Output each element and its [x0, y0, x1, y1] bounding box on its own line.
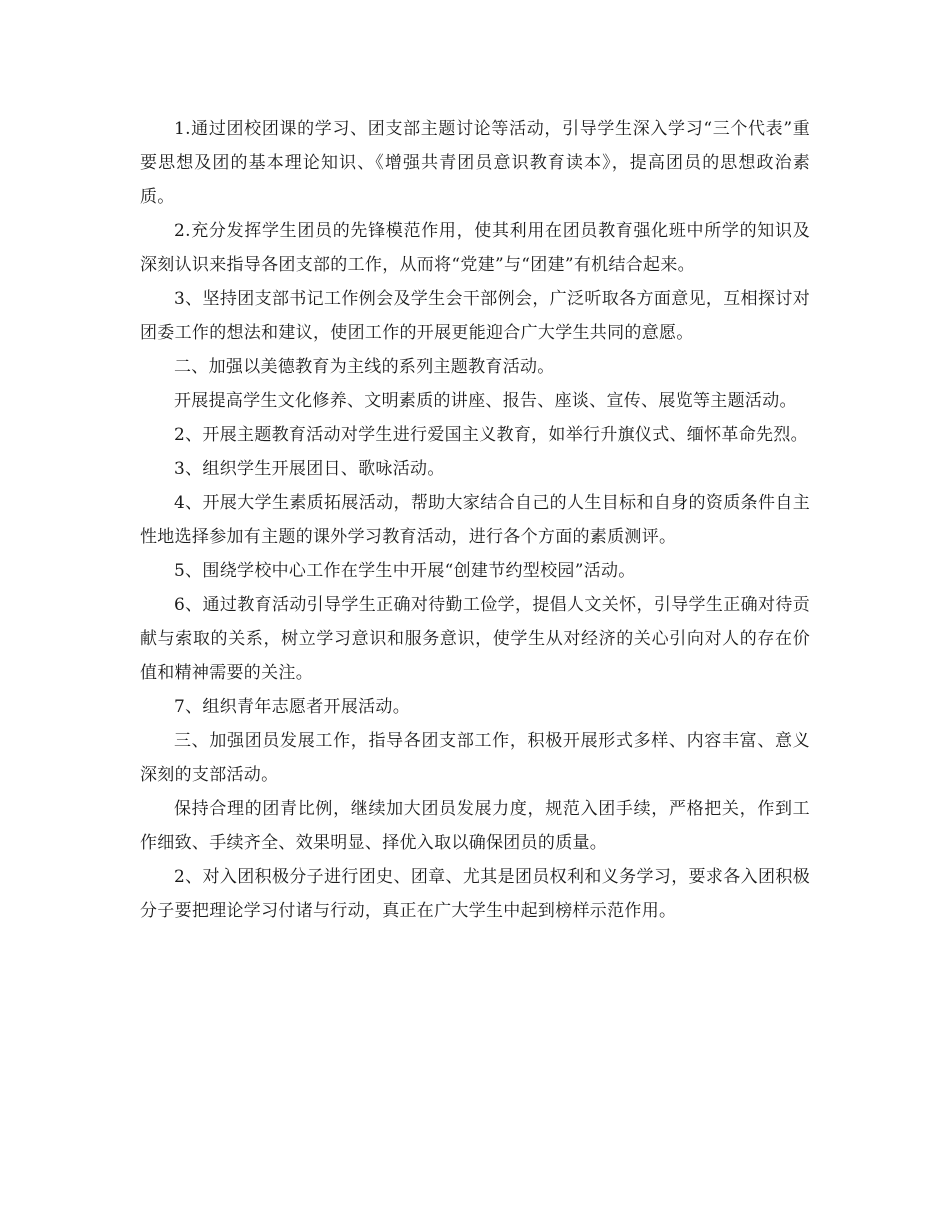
paragraph-2: 2.充分发挥学生团员的先锋模范作用，使其利用在团员教育强化班中所学的知识及深刻认识来指导各团支部的工作，从而将“党建”与“团建”有机结合起来。	[140, 221, 810, 275]
paragraph-11: 保持合理的团青比例，继续加大团员发展力度，规范入团手续，严格把关，作到工作细致、手续齐全、效果明显、择优入取以确保团员的质量。	[140, 799, 810, 853]
document-body	[140, 112, 810, 928]
paragraph-6: 3、组织学生开展团日、歌咏活动。	[174, 459, 445, 479]
paragraph-9: 6、通过教育活动引导学生正确对待勤工俭学，提倡人文关怀，引导学生正确对待贡献与索取的关系，树立学习意识和服务意识，使学生从对经济的关心引向对人的存在价值和精神需要的关注。	[140, 595, 810, 683]
paragraph-4: 开展提高学生文化修养、文明素质的讲座、报告、座谈、宣传、展览等主题活动。	[174, 391, 797, 411]
paragraph-8: 5、围绕学校中心工作在学生中开展“创建节约型校园”活动。	[174, 561, 636, 581]
paragraph-3: 3、坚持团支部书记工作例会及学生会干部例会，广泛听取各方面意见，互相探讨对团委工作的想法和建议，使团工作的开展更能迎合广大学生共同的意愿。	[140, 289, 810, 343]
section-heading-2: 二、加强以美德教育为主线的系列主题教育活动。	[174, 357, 555, 377]
paragraph-5: 2、开展主题教育活动对学生进行爱国主义教育，如举行升旗仪式、缅怀革命先烈。	[174, 425, 808, 445]
section-heading-3: 三、加强团员发展工作，指导各团支部工作，积极开展形式多样、内容丰富、意义深刻的支部活动。	[140, 731, 810, 785]
paragraph-10: 7、组织青年志愿者开展活动。	[174, 697, 411, 717]
paragraph-1: 1.通过团校团课的学习、团支部主题讨论等活动，引导学生深入学习“三个代表”重要思想及团的基本理论知识、《增强共青团员意识教育读本》，提高团员的思想政治素质。	[140, 119, 810, 207]
paragraph-12: 2、对入团积极分子进行团史、团章、尤其是团员权利和义务学习，要求各入团积极分子要把理论学习付诸与行动，真正在广大学生中起到榜样示范作用。	[140, 867, 810, 921]
paragraph-7: 4、开展大学生素质拓展活动，帮助大家结合自己的人生目标和自身的资质条件自主性地选择参加有主题的课外学习教育活动，进行各个方面的素质测评。	[140, 493, 810, 547]
